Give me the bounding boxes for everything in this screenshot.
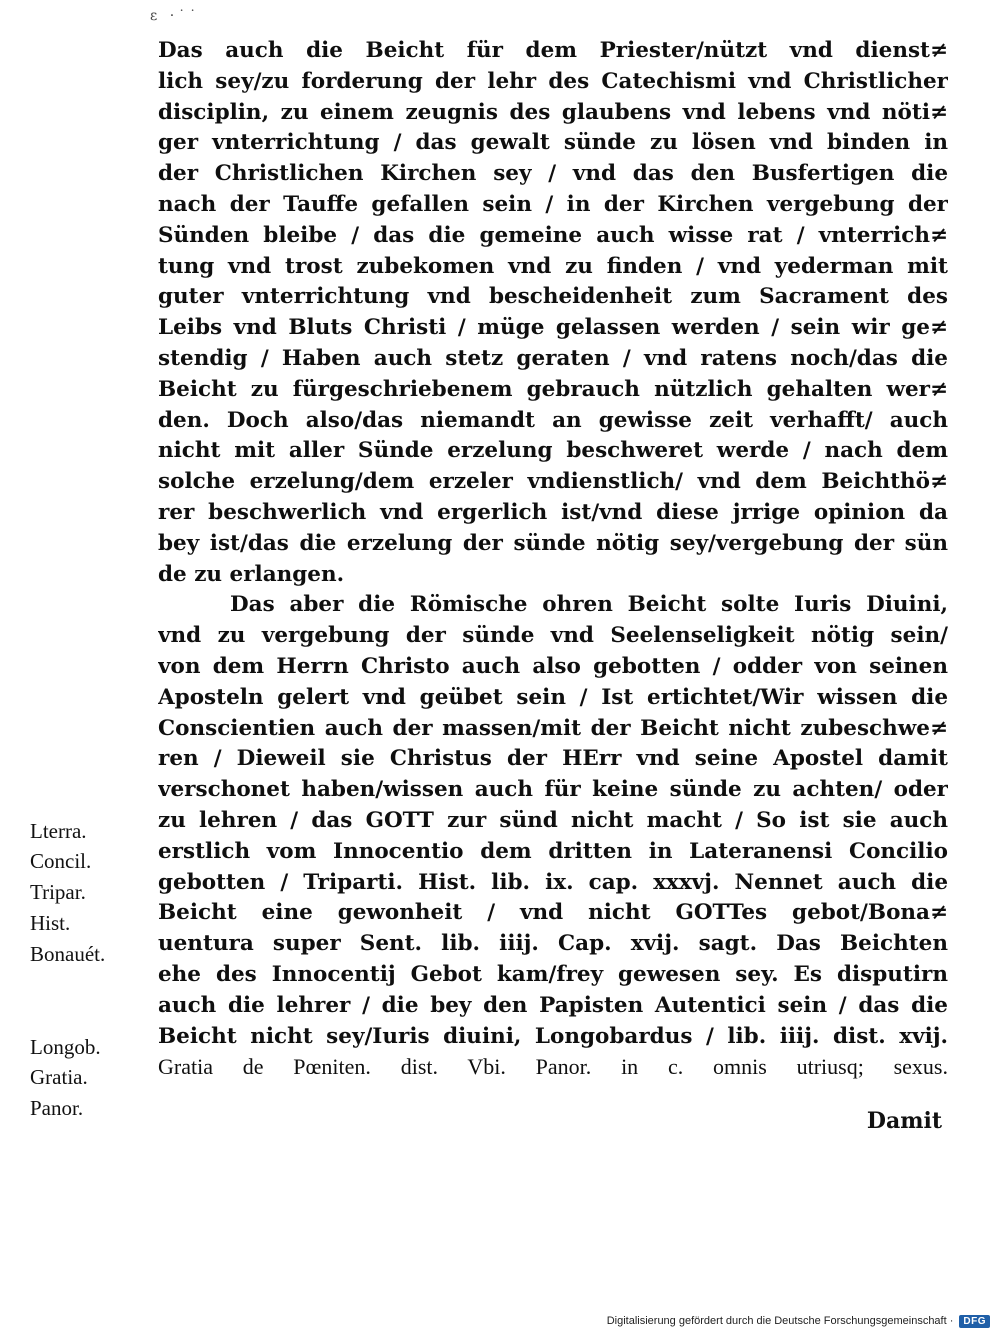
margin-note: Hist. xyxy=(30,911,71,935)
text-line: Gratia de Pœniten. dist. Vbi. Panor. in c. omnis utriusq; sexus. xyxy=(158,1054,948,1080)
margin-note: Bonauét. xyxy=(30,942,106,966)
text-line: bey ist/das die erzelung der sünde nötig sey/vergebung der sün xyxy=(158,530,948,556)
text-line: Beicht nicht sey/Iuris diuini, Longobardus / lib. iiij. dist. xvij. xyxy=(158,1023,948,1049)
text-line: verschonet haben/wissen auch für keine sünde zu achten/ oder xyxy=(158,777,948,803)
text-line: vnd zu vergebung der sünde vnd Seelenseligkeit nötig sein/ xyxy=(158,623,948,649)
text-line: der Christlichen Kirchen sey / vnd das den Busfertigen die xyxy=(158,161,948,187)
text-line: auch die lehrer / die bey den Papisten Autentici sein / das die xyxy=(158,992,948,1018)
dfg-logo-icon: DFG xyxy=(959,1315,990,1328)
text-line: lich sey/zu forderung der lehr des Catechismi vnd Christlicher xyxy=(158,68,948,94)
margin-note: Tripar. xyxy=(30,880,86,904)
print-specks: ε ·˙˙ xyxy=(150,8,201,24)
text-line: rer beschwerlich vnd ergerlich ist/vnd diese jrrige opinion da xyxy=(158,499,948,525)
text-line: Beicht zu fürgeschriebenem gebrauch nützlich gehalten wer≠ xyxy=(158,376,948,402)
text-line: disciplin, zu einem zeugnis des glaubens vnd lebens vnd nöti≠ xyxy=(158,99,948,125)
text-line: guter vnterrichtung vnd bescheidenheit zum Sacrament des xyxy=(158,284,948,310)
text-line: von dem Herrn Christo auch also gebotten / odder von seinen xyxy=(158,653,948,679)
text-line: Beicht eine gewonheit / vnd nicht GOTTes gebot/Bona≠ xyxy=(158,900,948,926)
text-line: den. Doch also/das niemandt an gewisse zeit verhafft/ auch xyxy=(158,407,948,433)
text-line: Das auch die Beicht für dem Priester/nützt vnd dienst≠ xyxy=(158,38,948,63)
text-line: Aposteln gelert vnd geübet sein / Ist ertichtet/Wir wissen die xyxy=(158,684,948,710)
text-line: Das aber die Römische ohren Beicht solte Iuris Diuini, xyxy=(230,592,948,618)
text-line: nach der Tauffe gefallen sein / in der Kirchen vergebung der xyxy=(158,191,948,217)
text-line: uentura super Sent. lib. iiij. Cap. xvij. sagt. Das Beichten xyxy=(158,931,948,957)
text-line: Sünden bleibe / das die gemeine auch wisse rat / vnterrich≠ xyxy=(158,222,948,248)
text-line: tung vnd trost zubekomen vnd zu finden / vnd yederman mit xyxy=(158,253,948,279)
text-line: Leibs vnd Bluts Christi / müge gelassen werden / sein wir ge≠ xyxy=(158,315,948,341)
margin-note: Concil. xyxy=(30,849,92,873)
margin-note: Lterra. xyxy=(30,819,87,843)
text-line: ger vnterrichtung / das gewalt sünde zu lösen vnd binden in xyxy=(158,130,948,156)
text-line: de zu erlangen. xyxy=(158,561,345,587)
text-line: ren / Dieweil sie Christus der HErr vnd seine Apostel damit xyxy=(158,746,948,772)
margin-note: Gratia. xyxy=(30,1065,88,1089)
footer-text: Digitalisierung gefördert durch die Deutsche Forschungsgemeinschaft · xyxy=(606,1315,954,1327)
text-line: ehe des Innocentij Gebot kam/frey gewesen sey. Es disputirn xyxy=(158,961,948,987)
margin-note: Panor. xyxy=(30,1096,84,1120)
text-line: nicht mit aller Sünde erzelung beschweret werde / nach dem xyxy=(158,438,948,464)
margin-note: Longob. xyxy=(30,1035,101,1059)
catchword: Damit xyxy=(866,1108,942,1134)
text-line: stendig / Haben auch stetz geraten / vnd ratens noch/das die xyxy=(158,345,948,371)
text-line: zu lehren / das GOTT zur sünd nicht macht / So ist sie auch xyxy=(158,807,948,833)
text-line: erstlich vom Innocentio dem dritten in Lateranensi Concilio xyxy=(158,838,948,864)
text-line: solche erzelung/dem erzeler vndienstlich/ vnd dem Beichthö≠ xyxy=(158,469,948,495)
text-line: Conscientien auch der massen/mit der Beicht nicht zubeschwe≠ xyxy=(158,715,948,741)
digitization-footer xyxy=(607,1308,990,1334)
text-line: gebotten / Triparti. Hist. lib. ix. cap. xxxvj. Nennet auch die xyxy=(158,869,948,895)
main-text-block xyxy=(158,36,948,1083)
